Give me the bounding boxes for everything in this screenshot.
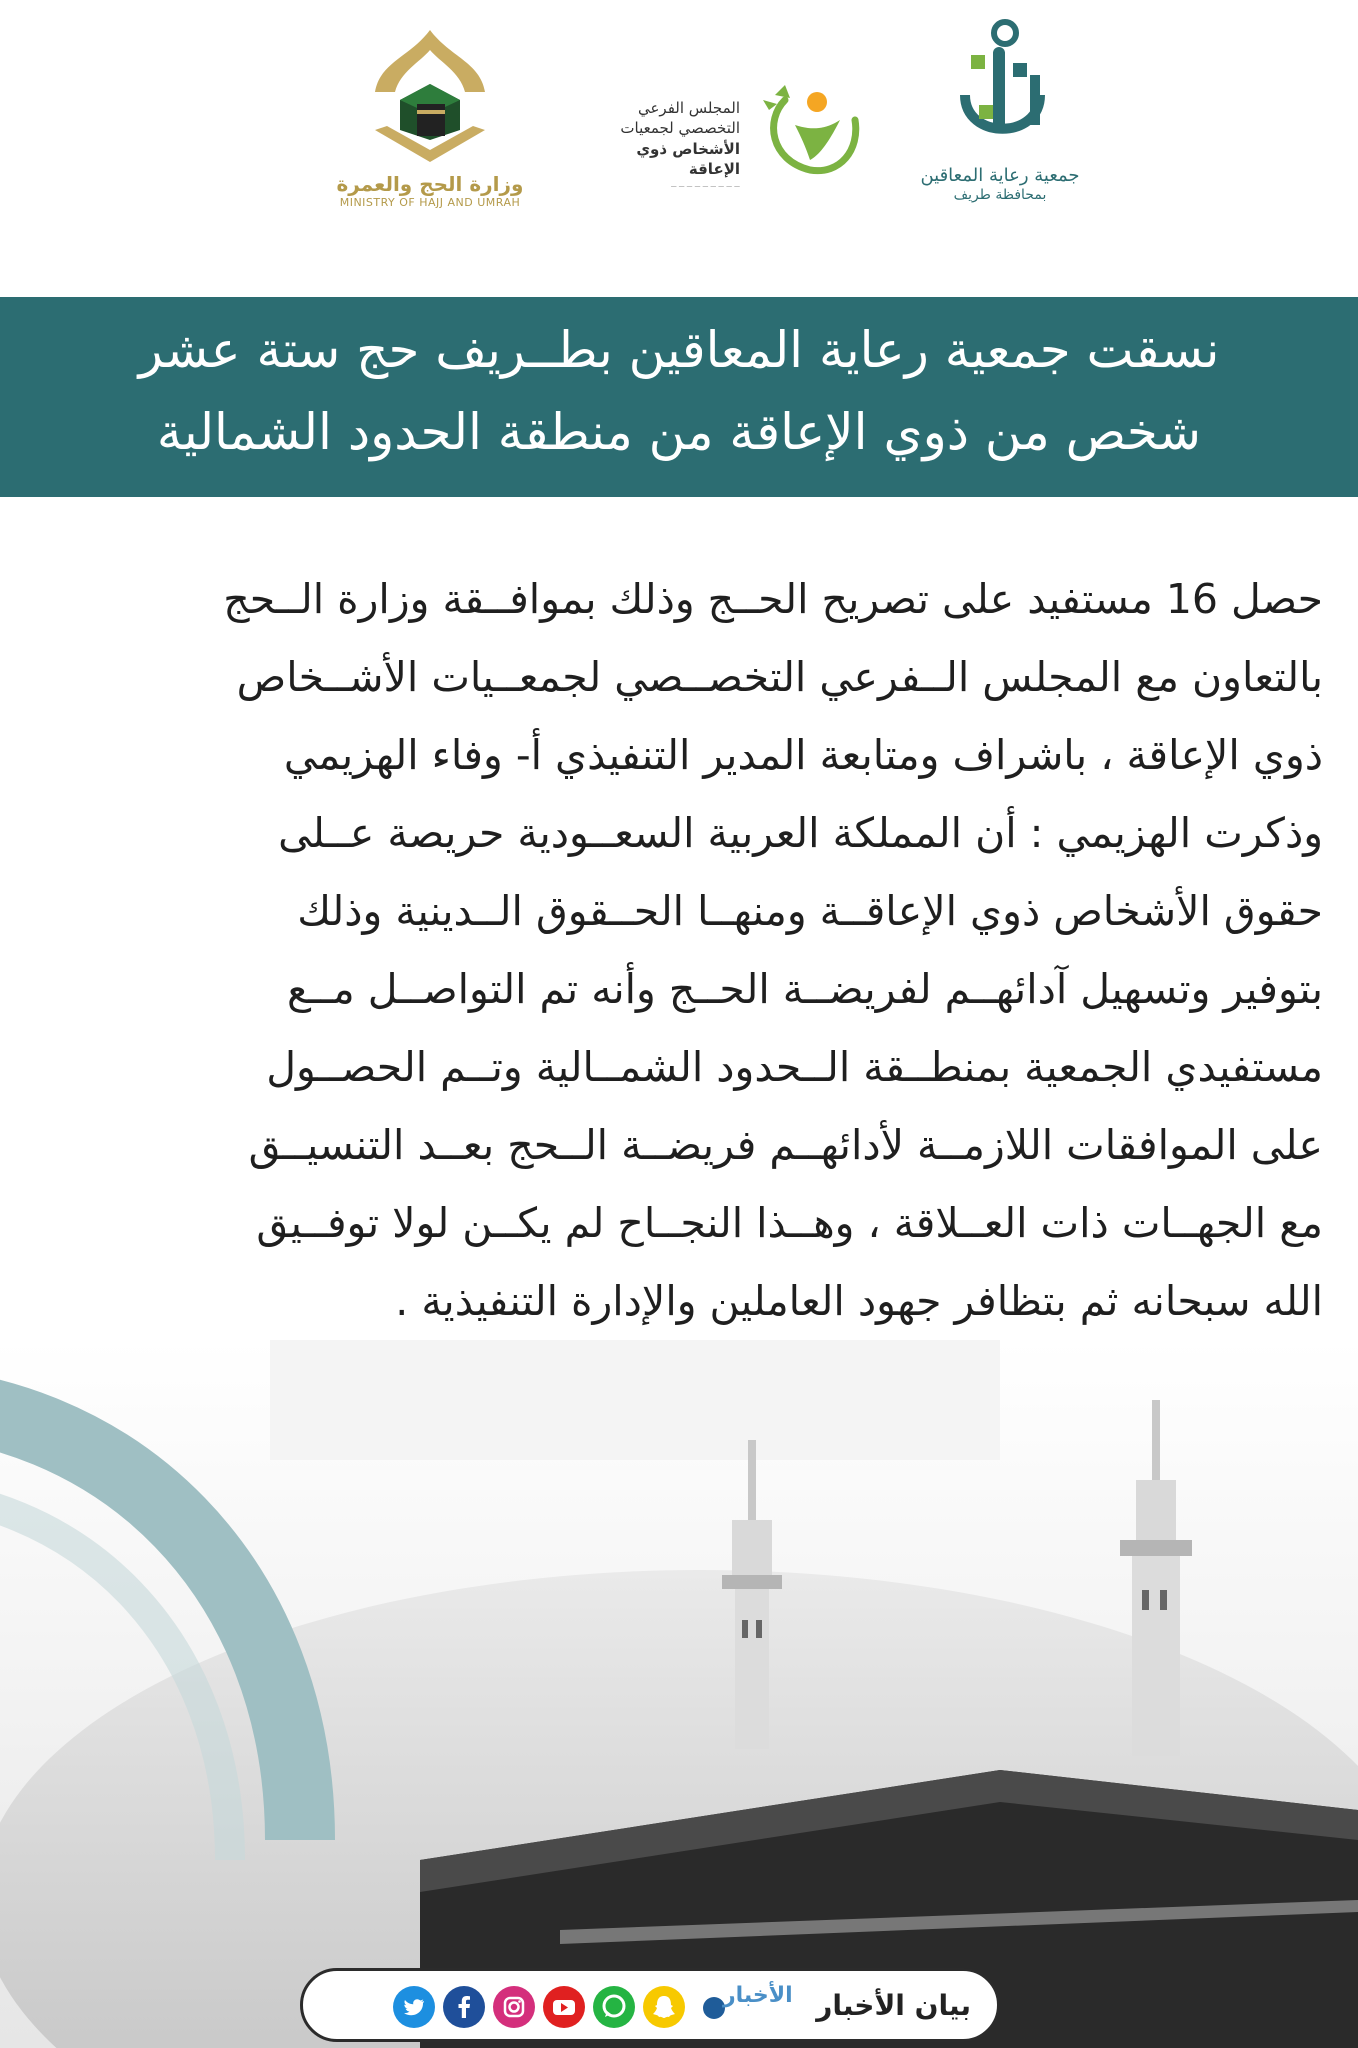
- instagram-icon[interactable]: [493, 1986, 535, 2028]
- footer-social-bar: [300, 1968, 1000, 2042]
- council-name-line2: التخصصي لجمعيات: [620, 119, 740, 138]
- body-line-8: على الموافقات اللازمــة لأدائهــم فريضــة الــحج بعــد التنسيــق: [248, 1121, 1323, 1169]
- title-line-1: نسقت جمعية رعاية المعاقين بطــريف حج ستة عشر: [138, 321, 1220, 379]
- news-logo: [703, 1981, 793, 2031]
- hajj-ministry-caption: وزارة الحج والعمرة: [336, 172, 524, 196]
- council-figure-icon: [755, 80, 865, 180]
- hajj-ministry-logo: [330, 22, 530, 209]
- society-mark-icon: [935, 15, 1065, 165]
- title-line-2: شخص من ذوي الإعاقة من منطقة الحدود الشمالية: [156, 403, 1202, 461]
- globe-icon: [703, 1997, 725, 2019]
- society-location: بمحافظة طريف: [953, 186, 1047, 203]
- whatsapp-icon[interactable]: [593, 1986, 635, 2028]
- body-line-5: حقوق الأشخاص ذوي الإعاقــة ومنهــا الحــقوق الــدينية وذلك: [297, 887, 1323, 935]
- society-logo: [900, 15, 1100, 203]
- youtube-icon[interactable]: [543, 1986, 585, 2028]
- twitter-icon[interactable]: [393, 1986, 435, 2028]
- body-line-1: حصل 16 مستفيد على تصريح الحــج وذلك بموافــقة وزارة الــحج: [223, 575, 1323, 623]
- mosque-kaaba-background: [0, 1340, 1358, 2048]
- council-logo: [580, 80, 880, 210]
- society-name: جمعية رعاية المعاقين: [920, 165, 1080, 186]
- body-line-9: مع الجهــات ذات العــلاقة ، وهــذا النجــاح لم يكــن لولا توفــيق: [256, 1199, 1323, 1247]
- article-body: [40, 560, 1323, 1340]
- news-logo-text: الأخبار: [723, 1983, 793, 2008]
- body-line-2: بالتعاون مع المجلس الــفرعي التخصــصي لجمعــيات الأشــخاص: [236, 653, 1323, 701]
- council-registration-note: — — — — — — — — —: [670, 183, 740, 190]
- footer-brand: بيان الأخبار: [816, 1989, 971, 2022]
- title-banner: [0, 297, 1358, 497]
- body-line-7: مستفيدي الجمعية بمنطــقة الــحدود الشمــالية وتــم الحصــول: [266, 1043, 1323, 1091]
- body-line-3: ذوي الإعاقة ، باشراف ومتابعة المدير التنفيذي أ- وفاء الهزيمي: [283, 731, 1323, 779]
- body-line-6: بتوفير وتسهيل آدائهــم لفريضــة الحــج وأنه تم التواصــل مــع: [286, 965, 1323, 1013]
- kaaba-emblem-icon: [355, 22, 505, 172]
- council-name-line1: المجلس الفرعي: [637, 99, 740, 117]
- body-line-10: الله سبحانه ثم بتظافر جهود العاملين والإدارة التنفيذية .: [395, 1277, 1323, 1325]
- council-name: [590, 98, 740, 191]
- body-line-4: وذكرت الهزيمي : أن المملكة العربية السعــودية حريصة عــلى: [278, 809, 1323, 857]
- council-name-line3: الأشخاص ذوي الإعاقة: [636, 139, 740, 178]
- snapchat-icon[interactable]: [643, 1986, 685, 2028]
- hajj-ministry-caption-en: MINISTRY OF HAJJ AND UMRAH: [339, 196, 521, 209]
- header-logos: [0, 0, 1358, 290]
- facebook-icon[interactable]: [443, 1986, 485, 2028]
